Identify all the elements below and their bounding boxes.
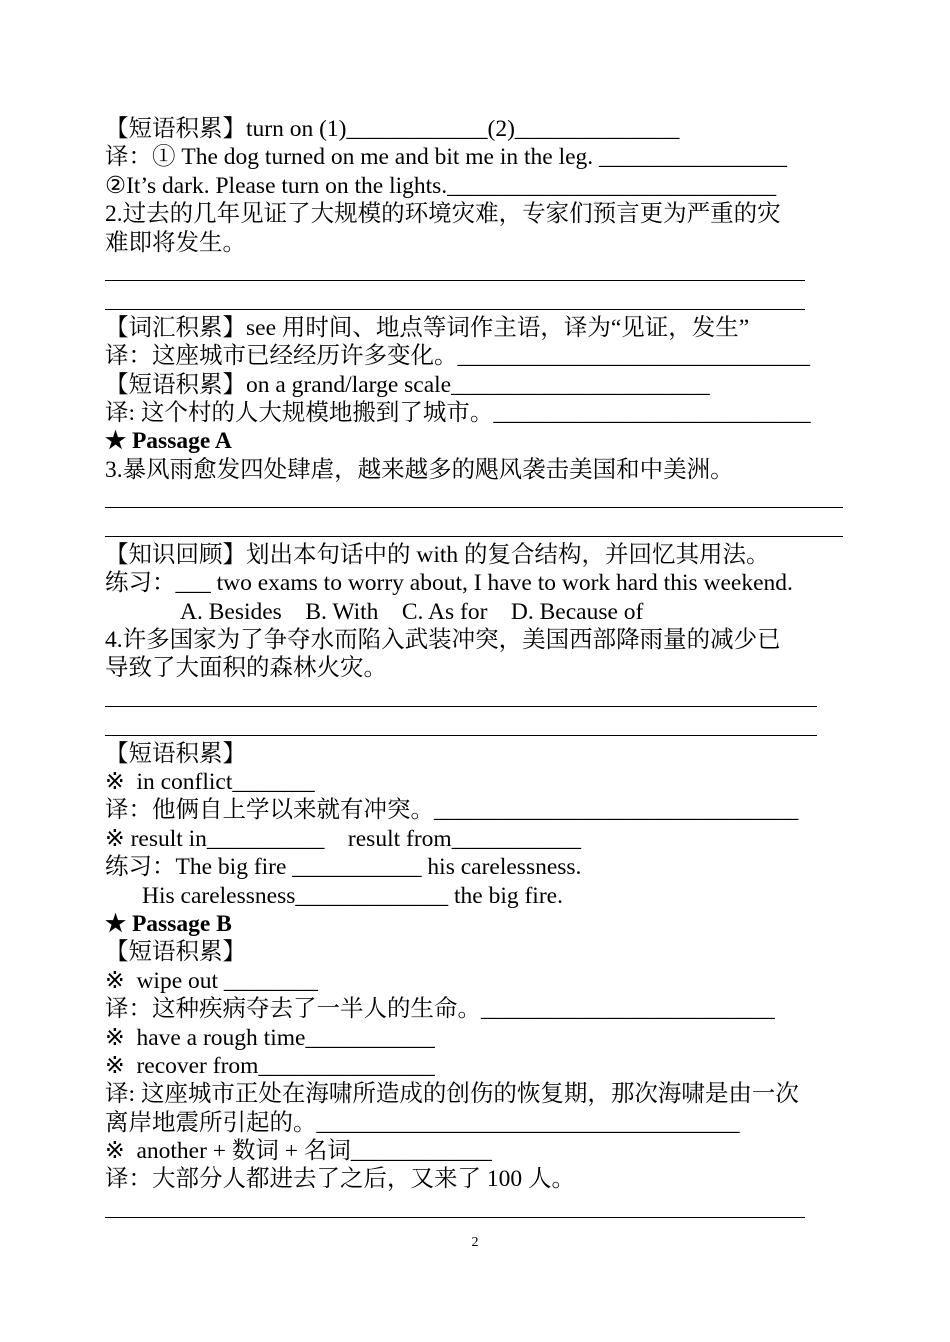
phrase-rough-time: ※ have a rough time___________	[105, 1024, 435, 1051]
review-with-structure: 【知识回顾】划出本句话中的 with 的复合结构，并回忆其用法。	[105, 541, 770, 568]
answer-line[interactable]	[105, 512, 865, 540]
phrase-wipe-out: ※ wipe out ________	[105, 967, 318, 994]
question-2-line-2: 难即将发生。	[105, 229, 246, 256]
translate-dog-sentence: 译：① The dog turned on me and bit me in the leg. ________________	[105, 144, 788, 171]
answer-line[interactable]	[105, 285, 865, 313]
phrase-in-conflict: ※ in conflict_______	[105, 768, 315, 795]
question-2-line-1: 2.过去的几年见证了大规模的环境灾难，专家们预言更为严重的灾	[105, 201, 781, 228]
translate-city-changes: 译：这座城市已经经历许多变化。______________________________	[105, 343, 810, 370]
phrase-recover-from: ※ recover from_______________	[105, 1052, 435, 1079]
answer-line[interactable]	[105, 484, 865, 512]
phrase-heading: 【短语积累】	[105, 939, 246, 966]
exercise-with: 练习：___ two exams to worry about, I have to work hard this weekend.	[105, 570, 793, 597]
answer-line[interactable]	[105, 1194, 865, 1222]
translate-another-100: 译：大部分人都进去了之后，又来了 100 人。	[105, 1166, 575, 1193]
question-4-line-1: 4.许多国家为了争夺水而陷入武装冲突，美国西部降雨量的减少已	[105, 627, 781, 654]
question-3: 3.暴风雨愈发四处肆虐，越来越多的飓风袭击美国和中美洲。	[105, 456, 734, 483]
translate-tsunami-line-2: 离岸地震所引起的。____________________________________	[105, 1109, 740, 1136]
exercise-carelessness: His carelessness_____________ the big fire.	[142, 882, 563, 909]
phrase-turn-on: 【短语积累】turn on (1)____________(2)______________	[105, 116, 680, 142]
worksheet-body	[105, 115, 865, 1222]
passage-b-heading: ★ Passage B	[105, 910, 232, 937]
phrase-result-in-from: ※ result in__________ result from___________	[105, 825, 581, 852]
translate-lights-sentence: ②It’s dark. Please turn on the lights.____________________________	[105, 172, 777, 199]
translate-village: 译: 这个村的人大规模地搬到了城市。___________________________	[105, 399, 811, 426]
phrase-heading: 【短语积累】	[105, 740, 246, 767]
answer-line[interactable]	[105, 257, 865, 285]
passage-a-heading: ★ Passage A	[105, 428, 232, 455]
phrase-on-a-large-scale: 【短语积累】on a grand/large scale______________________	[105, 371, 710, 398]
question-4-line-2: 导致了大面积的森林火灾。	[105, 655, 387, 682]
page-number: 2	[471, 1235, 479, 1250]
exercise-options: A. Besides B. With C. As for D. Because of	[180, 598, 644, 625]
answer-line[interactable]	[105, 683, 865, 711]
translate-disease: 译：这种疾病夺去了一半人的生命。_________________________	[105, 996, 775, 1023]
translate-tsunami-line-1: 译: 这座城市正处在海啸所造成的创伤的恢复期，那次海啸是由一次	[105, 1081, 799, 1108]
exercise-big-fire: 练习：The big fire ___________ his carelessness.	[105, 854, 582, 881]
phrase-another-number-noun: ※ another + 数词 + 名词____________	[105, 1138, 492, 1165]
vocab-see: 【词汇积累】see 用时间、地点等词作主语，译为“见证，发生”	[105, 314, 750, 341]
answer-line[interactable]	[105, 711, 865, 739]
translate-conflict: 译：他俩自上学以来就有冲突。_______________________________	[105, 797, 799, 824]
